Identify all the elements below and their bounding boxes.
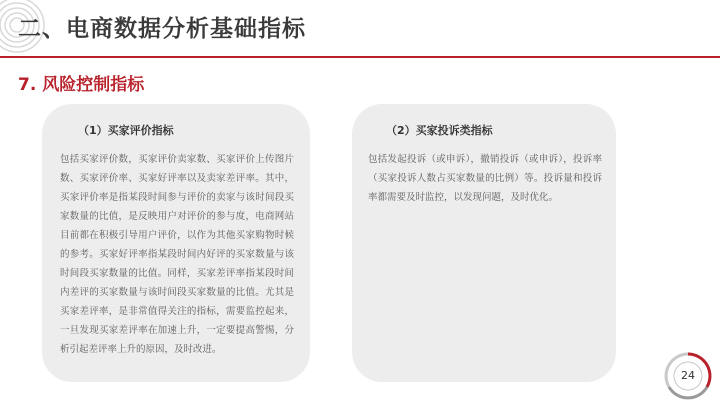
page-title: 二、电商数据分析基础指标 (18, 16, 306, 42)
buyer-complaint-card (352, 104, 616, 382)
buyer-review-card (42, 104, 310, 382)
page-number: 24 (681, 369, 695, 382)
card-body: 包括发起投诉（或申诉），撤销投诉（或申诉），投诉率（买家投诉人数占买家数量的比例）等。投诉量和投诉率都需要及时监控，以发现问题，及时优化。 (368, 154, 602, 203)
card-body: 包括买家评价数，买家评价卖家数、买家评价上传图片数、买家评价率、买家好评率以及卖家差评率。其中，买家评价率是指某段时间参与评价的卖家与该时间段买家数量的比值，是反映用户对评价的参与度，电商网站目前都在积极引导用户评价，以作为其他买家购物时候的参考。买家好评率指某段时间内好评的买家数量与该时间段买家数量的比值。同样，买家差评率指某段时间内差评的买家数量与该时间段买家数量的比值。尤其是买家差评率，是非常值得关注的指标，需要监控起来，一旦发现买家差评率在加速上升，一定要提高警惕，分析引起差评率上升的原因，及时改进。 (60, 154, 294, 355)
card-title: （1）买家评价指标 (78, 124, 174, 137)
section-title: 7. 风险控制指标 (18, 75, 145, 95)
card-title: （2）买家投诉类指标 (386, 124, 493, 137)
header-bar (0, 0, 720, 58)
